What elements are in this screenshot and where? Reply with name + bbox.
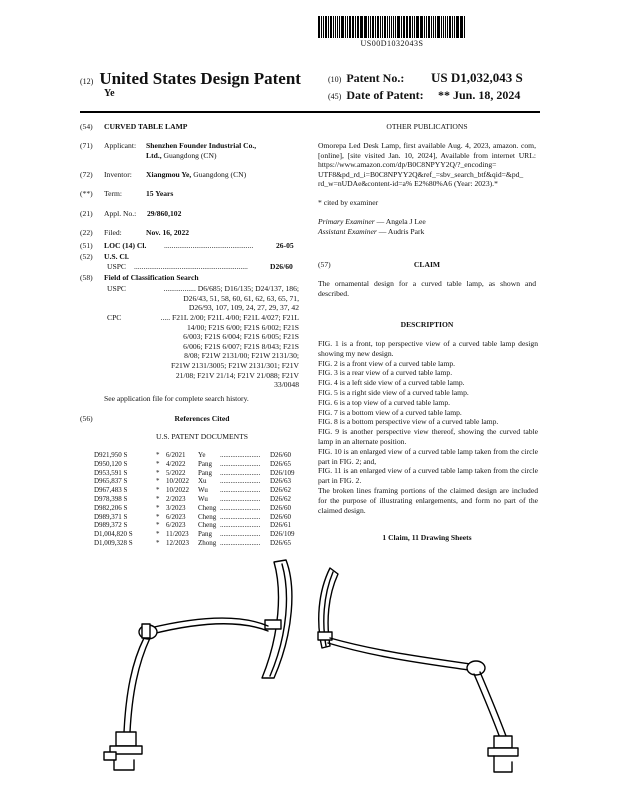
reference-date: 12/2023 <box>166 539 189 547</box>
patent-no-label: Patent No.: <box>346 71 405 85</box>
filed-code: (22) <box>80 228 93 237</box>
other-publications-title: OTHER PUBLICATIONS <box>386 122 468 131</box>
reference-dots: ....................... <box>220 486 261 495</box>
applicant-location: Guangdong (CN) <box>163 151 217 160</box>
fig-description: FIG. 9 is another perspective view thereof, showing the curved table lamp in an alternate position. <box>318 427 538 446</box>
us-patent-documents-title: U.S. PATENT DOCUMENTS <box>156 432 248 441</box>
filed-label: Filed: <box>104 228 122 237</box>
reference-dots: ....................... <box>220 512 261 521</box>
reference-star: * <box>156 486 160 495</box>
header-rule <box>80 111 540 113</box>
reference-date: 3/2023 <box>166 503 186 512</box>
applicant-code: (71) <box>80 141 93 150</box>
field-uspc-label: USPC <box>107 284 126 293</box>
reference-number: D921,950 S <box>94 451 128 459</box>
reference-class: D26/63 <box>270 477 291 486</box>
refs-code: (56) <box>80 414 93 423</box>
date-label: Date of Patent: <box>346 88 424 102</box>
fig-description: FIG. 8 is a bottom perspective view of a curved table lamp. <box>318 417 499 427</box>
cpc-line: 14/00; F21S 6/00; F21S 6/002; F21S <box>186 322 299 332</box>
reference-class: D26/109 <box>270 468 295 477</box>
reference-name: Wu <box>198 486 208 495</box>
field-code: (58) <box>80 273 93 282</box>
reference-date: 11/2023 <box>166 530 189 539</box>
field-label: Field of Classification Search <box>104 273 199 282</box>
fig-description: The broken lines framing portions of the claimed design are included for the purpose of illustrating enlargements, and form no part of the claimed design. <box>318 485 538 515</box>
field-uspc-line: ................. D6/685; D16/135; D24/137, 186; <box>163 284 299 293</box>
fig-description: FIG. 5 is a right side view of a curved table lamp. <box>318 387 469 397</box>
reference-dots: ....................... <box>220 477 261 486</box>
uspc-value: D26/60 <box>270 262 293 271</box>
reference-star: * <box>156 451 160 459</box>
reference-class: D26/65 <box>270 459 291 468</box>
reference-star: * <box>156 530 160 539</box>
inventor-label: Inventor: <box>104 170 132 179</box>
reference-dots: ....................... <box>220 459 261 468</box>
reference-number: D989,372 S <box>94 521 128 530</box>
reference-name: Xu <box>198 477 207 486</box>
reference-date: 5/2022 <box>166 468 186 477</box>
inventor-name: Xiangmou Ye, <box>146 170 192 179</box>
reference-date: 10/2022 <box>166 477 189 486</box>
reference-number: D982,206 S <box>94 503 128 512</box>
appl-label: Appl. No.: <box>104 209 137 218</box>
other-publications-text: Omorepa Led Desk Lamp, first available Aug. 4, 2023, amazon. com, [online], [site visited Jan. 10, 2024], Available from internet URL: https://www.amazon.com/dp/B0C8NPYY2Q/?_encoding= UTF8&pd_rd_i=B0C8NPYY2Q&ref_=sbv_search_btf&qid=&pd_ rd_w=nUDAe&content-id=a% E2%80%A6 (Year: 2023).* <box>318 141 536 189</box>
cpc-line: 21/08; F21V 21/14; F21V 21/088; F21V <box>175 370 299 380</box>
claim-title: CLAIM <box>413 260 441 269</box>
date-code: (45) <box>328 92 342 101</box>
fig-description: FIG. 4 is a left side view of a curved table lamp. <box>318 378 465 388</box>
term-label: Term: <box>104 189 123 198</box>
reference-name: Pang <box>198 530 212 539</box>
field-uspc-classes <box>134 284 299 313</box>
cpc-classes <box>126 313 299 390</box>
reference-dots: ....................... <box>220 495 261 503</box>
barcode <box>318 16 466 38</box>
lamp-left <box>104 560 292 770</box>
see-application-note: See application file for complete search history. <box>104 394 249 403</box>
inventor-location: Guangdong (CN) <box>193 170 247 179</box>
barcode-number: US00D1032043S <box>360 39 424 48</box>
cpc-line: 6/003; F21S 6/004; F21S 6/005; F21S <box>183 332 299 342</box>
reference-class: D26/109 <box>270 530 295 539</box>
fig-description: FIG. 10 is an enlarged view of a curved table lamp taken from the circle part in FIG. 2; and, <box>318 446 538 466</box>
reference-name: Pang <box>198 468 212 477</box>
reference-name: Ye <box>198 451 206 459</box>
loc-label: LOC (14) Cl. <box>104 241 147 250</box>
reference-star: * <box>156 477 160 486</box>
cpc-line: 8/08; F21W 2131/00; F21W 2131/30; <box>184 351 299 361</box>
patent-number: US D1,032,043 S <box>431 70 523 85</box>
reference-class: D26/61 <box>270 521 291 530</box>
primary-examiner-label: Primary Examiner <box>318 217 375 226</box>
reference-name: Cheng <box>198 512 217 521</box>
applicant-label: Applicant: <box>104 141 137 150</box>
reference-star: * <box>156 495 160 503</box>
loc-value: 26-05 <box>276 241 294 250</box>
cpc-line: 33/0048 <box>274 380 299 390</box>
fig-description: FIG. 3 is a rear view of a curved table lamp. <box>318 368 453 378</box>
uscl-code: (52) <box>80 252 93 261</box>
reference-class: D26/62 <box>270 495 291 503</box>
reference-class: D26/60 <box>270 503 291 512</box>
reference-dots: ....................... <box>220 539 261 547</box>
fig-description: FIG. 7 is a bottom view of a curved table lamp. <box>318 407 462 417</box>
patent-title-header: United States Design Patent <box>99 69 301 88</box>
reference-star: * <box>156 503 160 512</box>
claim-code: (57) <box>318 260 331 269</box>
reference-name: Pang <box>198 459 212 468</box>
reference-star: * <box>156 459 160 468</box>
term-value: 15 Years <box>146 189 174 198</box>
reference-date: 6/2021 <box>166 451 186 459</box>
uspc-dots: ............................................................ <box>134 262 248 271</box>
reference-number: D950,120 S <box>94 459 128 468</box>
title-code: (54) <box>80 122 93 131</box>
loc-dots: ............................................... <box>164 241 254 250</box>
term-code: (**) <box>80 189 93 198</box>
field-uspc-line: D26/43, 51, 58, 60, 61, 62, 63, 65, 71, <box>183 293 299 303</box>
reference-name: Zhong <box>198 539 217 547</box>
applicant-name: Shenzhen Founder Industrial Co., <box>146 141 257 150</box>
uspc-label: USPC <box>107 262 126 271</box>
reference-class: D26/60 <box>270 451 291 459</box>
reference-date: 6/2023 <box>166 512 186 521</box>
uscl-label: U.S. Cl. <box>104 252 129 261</box>
fig-description: FIG. 1 is a front, top perspective view of a curved table lamp design showing my new design. <box>318 339 538 358</box>
references-cited-title: References Cited <box>174 414 230 423</box>
inventor-short: Ye <box>104 88 115 99</box>
appl-number: 29/860,102 <box>147 209 182 218</box>
assistant-examiner-label: Assistant Examiner <box>318 227 377 236</box>
reference-number: D978,398 S <box>94 495 128 503</box>
patent-number-line <box>328 70 523 86</box>
reference-name: Cheng <box>198 521 217 530</box>
appl-code: (21) <box>80 209 93 218</box>
reference-star: * <box>156 521 160 530</box>
design-title: CURVED TABLE LAMP <box>104 122 188 131</box>
inventor-code: (72) <box>80 170 93 179</box>
kind-code: (12) <box>80 77 94 86</box>
reference-date: 10/2022 <box>166 486 189 495</box>
reference-dots: ....................... <box>220 530 261 539</box>
patent-type-header <box>80 69 301 89</box>
reference-class: D26/60 <box>270 512 291 521</box>
reference-date: 6/2023 <box>166 521 186 530</box>
reference-class: D26/65 <box>270 539 291 547</box>
reference-class: D26/62 <box>270 486 291 495</box>
reference-star: * <box>156 512 160 521</box>
assistant-examiner: — Audris Park <box>378 227 425 236</box>
fig-description: FIG. 11 is an enlarged view of a curved table lamp taken from the circle part in FIG. 2. <box>318 466 538 486</box>
loc-code: (51) <box>80 241 93 250</box>
reference-name: Wu <box>198 495 208 503</box>
cited-by-examiner: * cited by examiner <box>318 198 379 207</box>
lamp-drawing <box>90 552 530 792</box>
fig-description: FIG. 2 is a front view of a curved table lamp. <box>318 358 456 368</box>
reference-star: * <box>156 539 160 547</box>
reference-dots: ....................... <box>220 468 261 477</box>
date-of-patent-line <box>328 88 521 103</box>
reference-number: D1,009,328 S <box>94 539 133 547</box>
reference-number: D965,837 S <box>94 477 128 486</box>
cpc-label: CPC <box>107 313 122 322</box>
reference-name: Cheng <box>198 503 217 512</box>
field-uspc-line: D26/93, 107, 109, 24, 27, 29, 37, 42 <box>188 303 299 313</box>
lamp-right <box>318 568 518 772</box>
reference-dots: ....................... <box>220 451 261 459</box>
cpc-line: F21W 2131/3005; F21W 2131/301; F21V <box>171 360 299 370</box>
reference-number: D989,371 S <box>94 512 128 521</box>
cpc-line: ..... F21L 2/00; F21L 4/00; F21L 4/027; F21L <box>160 313 299 322</box>
reference-date: 2/2023 <box>166 495 186 503</box>
reference-number: D1,004,820 S <box>94 530 133 539</box>
applicant-name-2: Ltd., <box>146 151 162 160</box>
patent-date: ** Jun. 18, 2024 <box>438 88 521 102</box>
reference-date: 4/2022 <box>166 459 186 468</box>
reference-number: D953,591 S <box>94 468 128 477</box>
reference-dots: ....................... <box>220 503 261 512</box>
reference-star: * <box>156 468 160 477</box>
claims-sheets: 1 Claim, 11 Drawing Sheets <box>382 533 472 542</box>
claim-text: The ornamental design for a curved table lamp, as shown and described. <box>318 279 536 298</box>
patent-no-code: (10) <box>328 75 342 84</box>
primary-examiner: — Angela J Lee <box>376 217 426 226</box>
reference-dots: ....................... <box>220 521 261 530</box>
description-title: DESCRIPTION <box>400 320 454 329</box>
filed-date: Nov. 16, 2022 <box>146 228 190 237</box>
reference-number: D967,483 S <box>94 486 128 495</box>
cpc-line: 6/006; F21S 6/007; F21S 8/043; F21S <box>183 341 299 351</box>
fig-description: FIG. 6 is a top view of a curved table lamp. <box>318 397 451 407</box>
figure-descriptions <box>318 339 538 515</box>
